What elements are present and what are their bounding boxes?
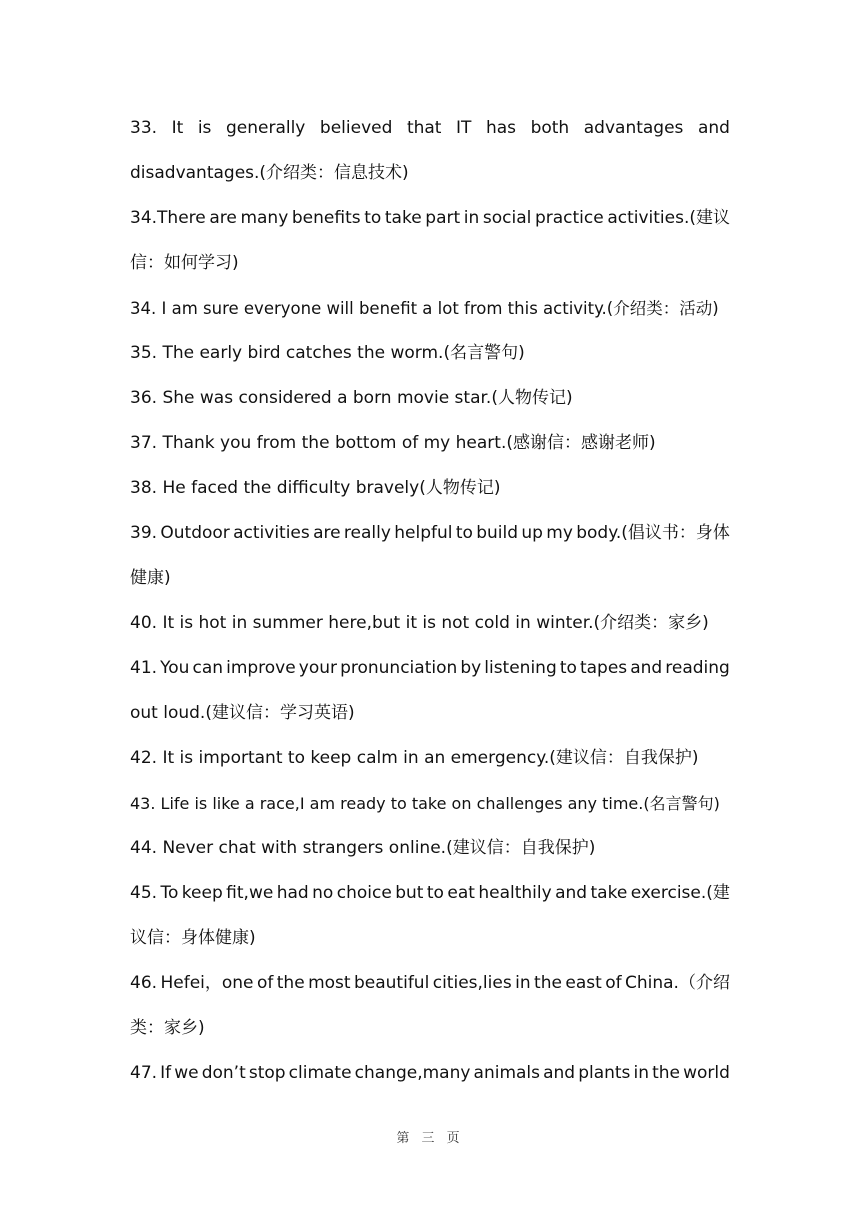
- word: To: [160, 883, 179, 903]
- word: 47.: [130, 1063, 158, 1083]
- word: really: [343, 523, 391, 543]
- word: in: [633, 1063, 650, 1083]
- word: 45.: [130, 883, 158, 903]
- text-line: [130, 511, 730, 556]
- word: reading: [665, 658, 730, 678]
- word: are: [209, 208, 237, 228]
- text-line: 34. I am sure everyone will benefit a lot from this activity.(介绍类：活动): [130, 299, 719, 318]
- word: You: [160, 658, 190, 678]
- word: of: [256, 973, 274, 993]
- text-line: 42. It is important to keep calm in an emergency.(建议信：自我保护): [130, 748, 699, 768]
- word: activities.(建议: [607, 208, 730, 228]
- word: benefits: [291, 208, 361, 228]
- word: and: [555, 883, 588, 903]
- word: pronunciation: [340, 658, 458, 678]
- word: and: [543, 1063, 576, 1083]
- word: practice: [534, 208, 604, 228]
- word: cities,lies: [432, 973, 512, 993]
- word: healthily: [478, 883, 552, 903]
- word: change,many: [354, 1063, 471, 1083]
- word: exercise.(建: [630, 883, 730, 903]
- word: beautiful: [353, 973, 430, 993]
- word: the: [276, 973, 305, 993]
- word: fit,we: [226, 883, 274, 903]
- word: advantages: [583, 118, 684, 138]
- word: to: [364, 208, 382, 228]
- text-line: 35. The early bird catches the worm.(名言警句): [130, 343, 525, 363]
- word: activities: [233, 523, 310, 543]
- word: to: [426, 883, 444, 903]
- word: up: [521, 523, 543, 543]
- word: most: [308, 973, 351, 993]
- word: are: [313, 523, 341, 543]
- word: but: [395, 883, 424, 903]
- page-number: 第 三 页: [396, 1131, 464, 1146]
- word: world: [683, 1063, 730, 1083]
- text-line: 类：家乡): [130, 1018, 205, 1038]
- text-line: disadvantages.(介绍类：信息技术): [130, 163, 409, 183]
- word: 39.: [130, 523, 158, 543]
- word: stop: [248, 1063, 286, 1083]
- word: choice: [336, 883, 392, 903]
- text-line: 38. He faced the difficulty bravely(人物传记): [130, 478, 501, 498]
- word: east: [565, 973, 602, 993]
- word: is: [197, 118, 212, 138]
- word: generally: [225, 118, 306, 138]
- text-line: [130, 961, 730, 1006]
- word: 33.: [130, 118, 158, 138]
- word: social: [482, 208, 532, 228]
- text-line: 37. Thank you from the bottom of my heart.(感谢信：感谢老师): [130, 433, 656, 453]
- word: 34.There: [130, 208, 206, 228]
- document-body: [130, 106, 730, 1096]
- text-line: out loud.(建议信：学习英语): [130, 703, 355, 723]
- word: that: [406, 118, 442, 138]
- word: take: [590, 883, 628, 903]
- word: can: [192, 658, 224, 678]
- word: Outdoor: [160, 523, 230, 543]
- word: many: [240, 208, 289, 228]
- word: build: [476, 523, 519, 543]
- text-line: 40. It is hot in summer here,but it is not cold in winter.(介绍类：家乡): [130, 613, 709, 633]
- text-line: 43. Life is like a race,I am ready to take on challenges any time.(名言警句): [130, 794, 720, 813]
- word: we: [174, 1063, 199, 1083]
- word: in: [463, 208, 480, 228]
- text-line: 44. Never chat with strangers online.(建议信：自我保护): [130, 838, 596, 858]
- word: IT: [456, 118, 472, 138]
- word: has: [485, 118, 517, 138]
- word: body.(倡议书：身体: [576, 523, 730, 543]
- word: helpful: [394, 523, 453, 543]
- word: no: [312, 883, 334, 903]
- text-line: 议信：身体健康): [130, 928, 256, 948]
- text-line: [130, 646, 730, 691]
- word: my: [546, 523, 573, 543]
- word: China.（介绍: [625, 973, 730, 993]
- text-line: [130, 871, 730, 916]
- word: climate: [288, 1063, 352, 1083]
- word: 41.: [130, 658, 158, 678]
- word: animals: [473, 1063, 541, 1083]
- word: If: [160, 1063, 172, 1083]
- word: 46.: [130, 973, 158, 993]
- word: It: [171, 118, 184, 138]
- word: to: [455, 523, 473, 543]
- word: both: [530, 118, 570, 138]
- word: and: [630, 658, 663, 678]
- word: of: [605, 973, 622, 993]
- word: part: [425, 208, 461, 228]
- word: improve: [226, 658, 296, 678]
- word: plants: [578, 1063, 631, 1083]
- word: the: [652, 1063, 681, 1083]
- word: believed: [319, 118, 393, 138]
- word: listening: [484, 658, 557, 678]
- word: take: [384, 208, 422, 228]
- text-line: 健康): [130, 568, 171, 588]
- word: keep: [181, 883, 223, 903]
- text-line: [130, 196, 730, 241]
- text-line: [130, 1051, 730, 1096]
- text-line: 信：如何学习): [130, 253, 239, 273]
- word: eat: [447, 883, 475, 903]
- word: the: [534, 973, 562, 993]
- word: your: [298, 658, 338, 678]
- word: tapes: [579, 658, 628, 678]
- word: and: [697, 118, 730, 138]
- word: don’t: [201, 1063, 246, 1083]
- word: to: [559, 658, 577, 678]
- word: had: [276, 883, 309, 903]
- text-line: [130, 106, 730, 151]
- word: Hefei，one: [160, 973, 254, 993]
- word: by: [460, 658, 482, 678]
- word: in: [515, 973, 531, 993]
- text-line: 36. She was considered a born movie star.(人物传记): [130, 388, 573, 408]
